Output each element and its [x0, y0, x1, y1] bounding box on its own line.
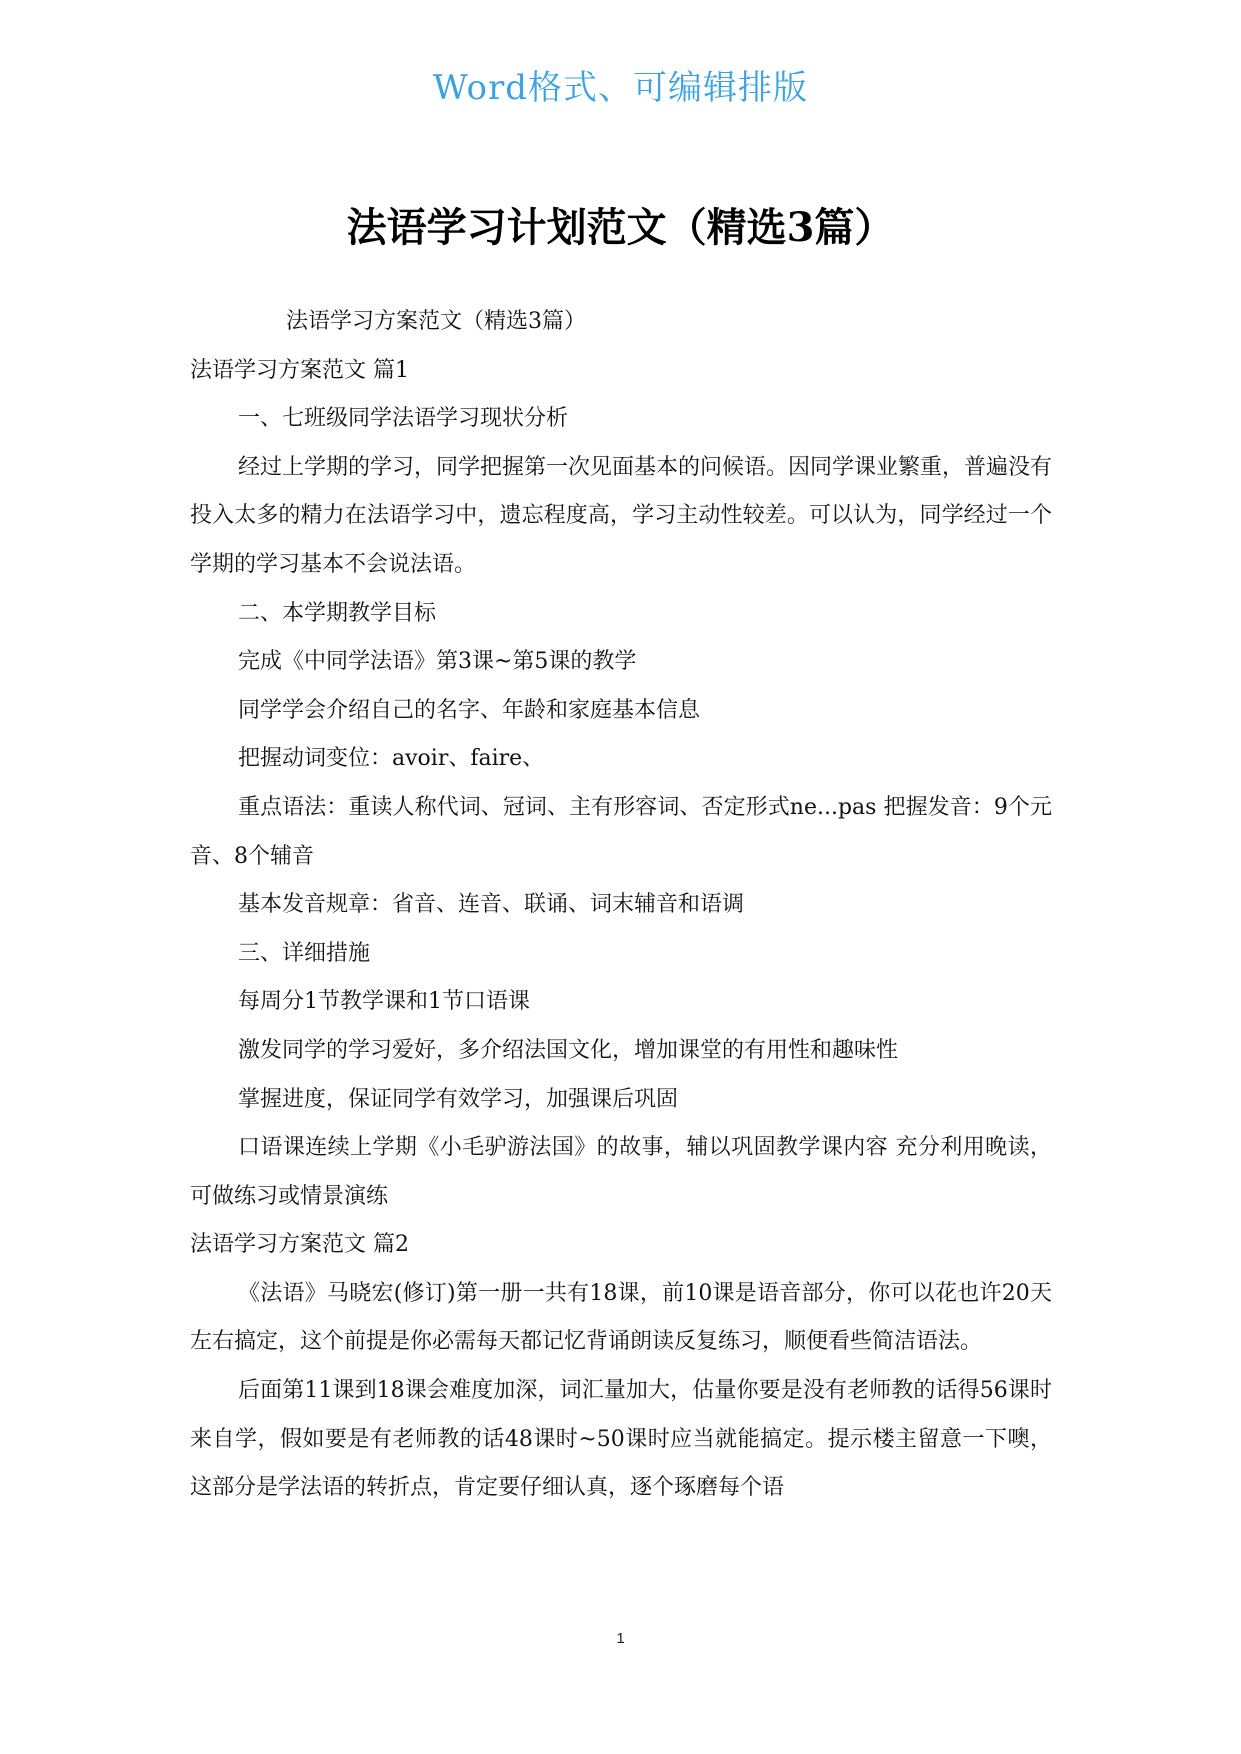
body-paragraph: 基本发音规章：省音、连音、联诵、词末辅音和语调: [238, 892, 745, 918]
section-heading-2: 法语学习方案范文 篇2: [190, 1232, 409, 1258]
body-paragraph: 完成《中同学法语》第3课~第5课的教学: [238, 649, 637, 675]
word-format-banner: Word格式、可编辑排版: [432, 68, 809, 108]
subheading-goals: 二、本学期教学目标: [238, 600, 437, 626]
section-heading-1: 法语学习方案范文 篇1: [190, 357, 409, 383]
body-paragraph: 口语课连续上学期《小毛驴游法国》的故事，辅以巩固教学课内容 充分利用晚读，可做练习或情景演练: [190, 1135, 1052, 1209]
body-paragraph: 每周分1节教学课和1节口语课: [238, 989, 530, 1015]
body-paragraph: 激发同学的学习爱好，多介绍法国文化，增加课堂的有用性和趣味性: [238, 1037, 899, 1063]
subheading-analysis: 一、七班级同学法语学习现状分析: [238, 406, 569, 432]
body-paragraph: 《法语》马晓宏(修订)第一册一共有18课，前10课是语音部分，你可以花也许20天左右搞定，这个前提是你必需每天都记忆背诵朗读反复练习，顺便看些简洁语法。: [190, 1280, 1052, 1355]
document-body: [190, 298, 1052, 1513]
body-paragraph: 同学学会介绍自己的名字、年龄和家庭基本信息: [238, 697, 701, 723]
subheading-measures: 三、详细措施: [238, 940, 371, 966]
page-number: 1: [616, 1630, 625, 1647]
body-paragraph: 重点语法：重读人称代词、冠词、主有形容词、否定形式ne...pas 把握发音：9个元音、8个辅音: [190, 794, 1052, 869]
body-paragraph: 掌握进度，保证同学有效学习，加强课后巩固: [238, 1086, 679, 1112]
body-paragraph: 把握动词变位：avoir、faire、: [238, 746, 545, 772]
body-paragraph: 后面第11课到18课会难度加深，词汇量加大，估量你要是没有老师教的话得56课时来自学，假如要是有老师教的话48课时~50课时应当就能搞定。提示楼主留意一下噢，这部分是学法语的转折点，肯定要仔细认真，逐个琢磨每个语: [190, 1378, 1052, 1501]
body-paragraph: 经过上学期的学习，同学把握第一次见面基本的问候语。因同学课业繁重，普遍没有投入太多的精力在法语学习中，遗忘程度高，学习主动性较差。可以认为，同学经过一个学期的学习基本不会说法语。: [190, 454, 1053, 577]
document-title: 法语学习计划范文（精选3篇）: [346, 204, 895, 251]
subtitle-paragraph: 法语学习方案范文（精选3篇）: [286, 309, 586, 334]
